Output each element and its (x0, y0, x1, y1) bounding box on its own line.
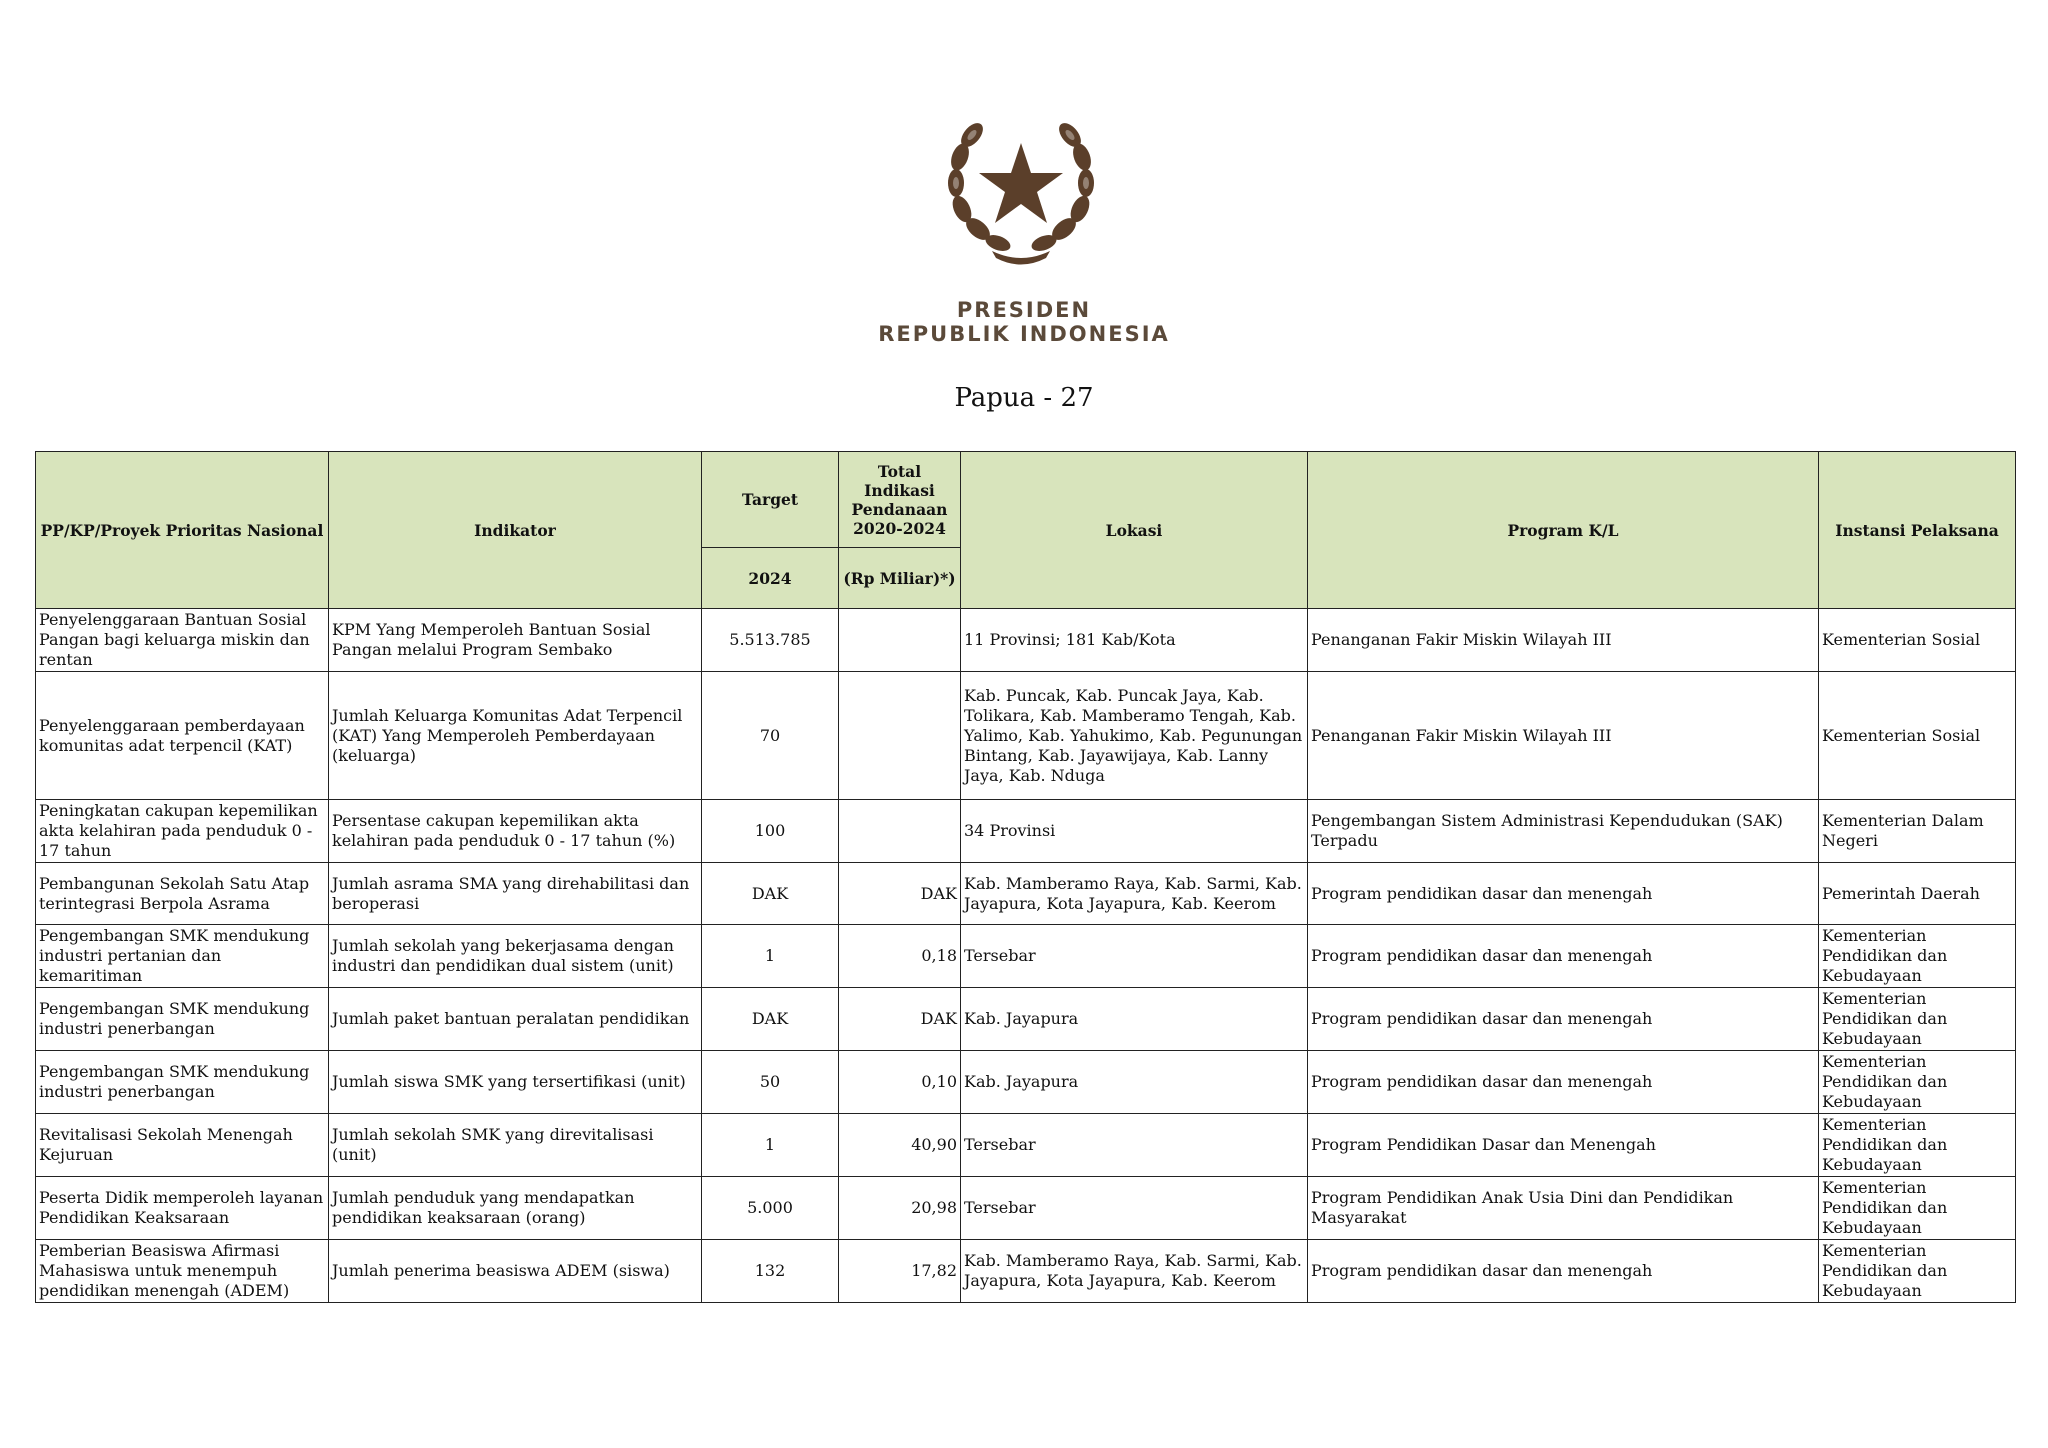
cell-program: Program pendidikan dasar dan menengah (1308, 1240, 1819, 1303)
cell-pp: Revitalisasi Sekolah Menengah Kejuruan (36, 1114, 329, 1177)
cell-indikator: KPM Yang Memperoleh Bantuan Sosial Pangan melalui Program Sembako (329, 609, 702, 672)
header-pp: PP/KP/Proyek Prioritas Nasional (36, 452, 329, 609)
cell-pp: Peserta Didik memperoleh layanan Pendidikan Keaksaraan (36, 1177, 329, 1240)
cell-instansi: Kementerian Pendidikan dan Kebudayaan (1819, 988, 2016, 1051)
cell-target: DAK (702, 988, 839, 1051)
cell-total: DAK (839, 988, 961, 1051)
cell-target: 100 (702, 800, 839, 863)
cell-indikator: Jumlah asrama SMA yang direhabilitasi dan beroperasi (329, 863, 702, 925)
cell-total: 40,90 (839, 1114, 961, 1177)
cell-indikator: Jumlah penduduk yang mendapatkan pendidikan keaksaraan (orang) (329, 1177, 702, 1240)
cell-pp: Pengembangan SMK mendukung industri pertanian dan kemaritiman (36, 925, 329, 988)
table-row (36, 1240, 2016, 1303)
cell-pp: Peningkatan cakupan kepemilikan akta kelahiran pada penduduk 0 - 17 tahun (36, 800, 329, 863)
cell-program: Pengembangan Sistem Administrasi Kependudukan (SAK) Terpadu (1308, 800, 1819, 863)
cell-target: 1 (702, 925, 839, 988)
cell-indikator: Jumlah paket bantuan peralatan pendidikan (329, 988, 702, 1051)
cell-program: Penanganan Fakir Miskin Wilayah III (1308, 672, 1819, 800)
cell-instansi: Kementerian Pendidikan dan Kebudayaan (1819, 1114, 2016, 1177)
cell-indikator: Jumlah penerima beasiswa ADEM (siswa) (329, 1240, 702, 1303)
table-row (36, 1114, 2016, 1177)
cell-lokasi: Kab. Puncak, Kab. Puncak Jaya, Kab. Tolikara, Kab. Mamberamo Tengah, Kab. Yalimo, Kab. Yahukimo, Kab. Pegunungan Bintang, Kab. Jayawijaya, Kab. Lanny Jaya, Kab. Nduga (961, 672, 1308, 800)
table-row (36, 1051, 2016, 1114)
table-row (36, 1177, 2016, 1240)
cell-total (839, 800, 961, 863)
header-instansi: Instansi Pelaksana (1819, 452, 2016, 609)
cell-program: Penanganan Fakir Miskin Wilayah III (1308, 609, 1819, 672)
table-row (36, 925, 2016, 988)
cell-lokasi: Tersebar (961, 1114, 1308, 1177)
cell-program: Program pendidikan dasar dan menengah (1308, 863, 1819, 925)
cell-lokasi: Kab. Jayapura (961, 988, 1308, 1051)
header-target-year: 2024 (702, 548, 839, 609)
cell-lokasi: 34 Provinsi (961, 800, 1308, 863)
cell-target: DAK (702, 863, 839, 925)
cell-target: 70 (702, 672, 839, 800)
cell-lokasi: Tersebar (961, 1177, 1308, 1240)
cell-instansi: Kementerian Sosial (1819, 672, 2016, 800)
cell-total: DAK (839, 863, 961, 925)
cell-program: Program pendidikan dasar dan menengah (1308, 988, 1819, 1051)
table-row (36, 988, 2016, 1051)
cell-pp: Penyelenggaraan pemberdayaan komunitas adat terpencil (KAT) (36, 672, 329, 800)
cell-lokasi: Kab. Mamberamo Raya, Kab. Sarmi, Kab. Jayapura, Kota Jayapura, Kab. Keerom (961, 863, 1308, 925)
header-indikator: Indikator (329, 452, 702, 609)
table-row (36, 800, 2016, 863)
brand-line-republic: REPUBLIK INDONESIA (878, 322, 1170, 346)
cell-instansi: Kementerian Sosial (1819, 609, 2016, 672)
cell-total: 20,98 (839, 1177, 961, 1240)
cell-target: 1 (702, 1114, 839, 1177)
cell-program: Program pendidikan dasar dan menengah (1308, 925, 1819, 988)
star-wreath-emblem-icon (930, 95, 1110, 265)
brand-line-president: PRESIDEN (956, 298, 1092, 322)
cell-pp: Pengembangan SMK mendukung industri penerbangan (36, 988, 329, 1051)
cell-pp: Penyelenggaraan Bantuan Sosial Pangan bagi keluarga miskin dan rentan (36, 609, 329, 672)
cell-indikator: Jumlah Keluarga Komunitas Adat Terpencil (KAT) Yang Memperoleh Pemberdayaan (keluarga) (329, 672, 702, 800)
cell-indikator: Jumlah siswa SMK yang tersertifikasi (unit) (329, 1051, 702, 1114)
cell-program: Program Pendidikan Anak Usia Dini dan Pendidikan Masyarakat (1308, 1177, 1819, 1240)
cell-total: 0,18 (839, 925, 961, 988)
priority-program-table (35, 451, 2016, 1303)
cell-indikator: Jumlah sekolah SMK yang direvitalisasi (unit) (329, 1114, 702, 1177)
cell-indikator: Persentase cakupan kepemilikan akta kelahiran pada penduduk 0 - 17 tahun (%) (329, 800, 702, 863)
cell-lokasi: Kab. Mamberamo Raya, Kab. Sarmi, Kab. Jayapura, Kota Jayapura, Kab. Keerom (961, 1240, 1308, 1303)
cell-instansi: Kementerian Pendidikan dan Kebudayaan (1819, 925, 2016, 988)
cell-pp: Pembangunan Sekolah Satu Atap terintegrasi Berpola Asrama (36, 863, 329, 925)
cell-total: 0,10 (839, 1051, 961, 1114)
cell-instansi: Kementerian Pendidikan dan Kebudayaan (1819, 1240, 2016, 1303)
header-lokasi: Lokasi (961, 452, 1308, 609)
header-total-unit: (Rp Miliar)*) (839, 548, 961, 609)
cell-total (839, 672, 961, 800)
cell-indikator: Jumlah sekolah yang bekerjasama dengan industri dan pendidikan dual sistem (unit) (329, 925, 702, 988)
cell-lokasi: Kab. Jayapura (961, 1051, 1308, 1114)
cell-instansi: Kementerian Pendidikan dan Kebudayaan (1819, 1051, 2016, 1114)
table-row (36, 609, 2016, 672)
table-row (36, 672, 2016, 800)
cell-pp: Pengembangan SMK mendukung industri penerbangan (36, 1051, 329, 1114)
table-row (36, 863, 2016, 925)
cell-instansi: Kementerian Pendidikan dan Kebudayaan (1819, 1177, 2016, 1240)
cell-instansi: Kementerian Dalam Negeri (1819, 800, 2016, 863)
cell-target: 50 (702, 1051, 839, 1114)
cell-instansi: Pemerintah Daerah (1819, 863, 2016, 925)
header-target: Target (702, 452, 839, 548)
cell-target: 5.513.785 (702, 609, 839, 672)
header-program: Program K/L (1308, 452, 1819, 609)
cell-total (839, 609, 961, 672)
cell-pp: Pemberian Beasiswa Afirmasi Mahasiswa untuk menempuh pendidikan menengah (ADEM) (36, 1240, 329, 1303)
cell-lokasi: 11 Provinsi; 181 Kab/Kota (961, 609, 1308, 672)
cell-target: 132 (702, 1240, 839, 1303)
cell-program: Program pendidikan dasar dan menengah (1308, 1051, 1819, 1114)
cell-target: 5.000 (702, 1177, 839, 1240)
cell-program: Program Pendidikan Dasar dan Menengah (1308, 1114, 1819, 1177)
cell-lokasi: Tersebar (961, 925, 1308, 988)
cell-total: 17,82 (839, 1240, 961, 1303)
header-total: Total Indikasi Pendanaan 2020-2024 (839, 452, 961, 548)
page-title: Papua - 27 (954, 383, 1094, 413)
